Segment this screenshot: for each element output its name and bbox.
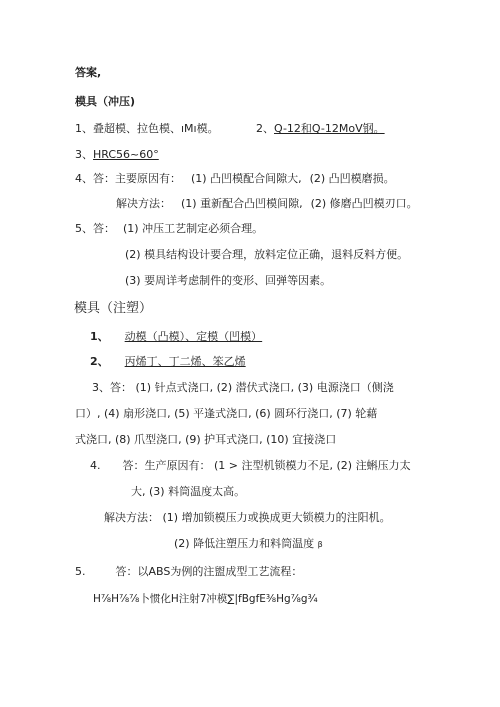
injection-a4	[90, 459, 411, 473]
q4-cause-1: (1) 凸凹模配合间隙大,	[191, 172, 302, 185]
a5-text: 答：以ABS为例的注盥成型工艺流程：	[115, 565, 303, 578]
q1-text: 叠超模、拉色模、	[93, 122, 181, 135]
q4-prefix: 答：主要原因有：	[93, 172, 181, 185]
q5-prefix: 答：	[93, 222, 115, 235]
a4-solution-2-mark: β	[317, 540, 323, 549]
injection-a2	[90, 355, 246, 369]
q2-text: Q-12和Q-12MoV钢。	[274, 122, 385, 135]
injection-a1	[90, 330, 262, 344]
stamping-q5-line-3: (3) 要周详考虑制件的变形、回弹等因素。	[125, 274, 332, 287]
stamping-q5	[75, 222, 263, 236]
section-title-injection: 模具（注塑）	[74, 301, 153, 316]
injection-a4-solution: 解决方法： (1) 增加锁模压力或换成更大锁模力的注阳机。	[104, 511, 391, 524]
q5-line-1: (1) 冲压工艺制定必须合理。	[123, 222, 264, 235]
injection-a3-line-1: 3、答： (1) 针点式浇口, (2) 潜伏式浇口, (3) 电源浇口（侧浇	[92, 381, 394, 394]
a4-number: 4.	[90, 459, 101, 472]
injection-a4-solution-2	[174, 537, 323, 552]
stamping-q4-solution	[116, 197, 418, 211]
a5-number: 5.	[75, 565, 86, 578]
injection-a5	[75, 565, 302, 579]
q1-glyph: ıM	[181, 122, 194, 135]
q1-number: 1、	[75, 122, 93, 135]
injection-a5-flow: H⅞H⅞⅞卜惯化H注射7冲模∑|fBgfE⅜Hg⅞g¾	[93, 593, 318, 605]
a1-number: 1、	[90, 330, 109, 343]
heading: 答案,	[75, 66, 102, 79]
q4-solution-2: (2) 修磨凸凹模刃口。	[310, 197, 418, 210]
q5-number: 5、	[75, 222, 93, 235]
a1-text: 动模（凸模）、定模（凹模）	[124, 330, 263, 343]
a4-line-1: 答：生产原因有： (1 > 注型机锁模力不足, (2) 注蝌压力太	[122, 459, 411, 472]
stamping-q2	[256, 122, 385, 136]
q4-number: 4、	[75, 172, 93, 185]
q1-tail: ı模。	[193, 122, 219, 135]
q2-number: 2、	[256, 122, 274, 135]
stamping-q1	[75, 122, 219, 136]
q3-number: 3、	[75, 148, 93, 161]
a4-solution-2-text: (2) 降低注塑压力和料筒温度	[174, 537, 318, 550]
injection-a4-line-2: 大, (3) 料筒温度太高。	[131, 485, 246, 498]
a2-number: 2、	[90, 355, 109, 368]
stamping-q3	[75, 148, 159, 162]
q4-cause-2: (2) 凸凹模磨损。	[309, 172, 395, 185]
injection-a3-line-3: 式浇口, (8) 爪型浇口, (9) 护耳式浇口, (10) 宜接浇口	[75, 433, 337, 446]
q3-text: HRC56~60°	[93, 148, 159, 161]
a2-text: 丙烯丁、丁二烯、笨乙烯	[124, 355, 246, 368]
stamping-q5-line-2: (2) 模具结构设计要合理，放料定位正确，退料反料方便。	[125, 248, 409, 261]
q4-solution-1: (1) 重新配合凸凹模间隙,	[181, 197, 303, 210]
stamping-q4	[75, 172, 395, 186]
section-title-stamping: 模具（冲压)	[75, 95, 136, 108]
q4-solution-label: 解决方法：	[116, 197, 171, 210]
injection-a3-line-2: 口）, (4) 扇形浇口, (5) 平逢式浇口, (6) 圆环行浇口, (7) 轮藉	[75, 407, 378, 420]
